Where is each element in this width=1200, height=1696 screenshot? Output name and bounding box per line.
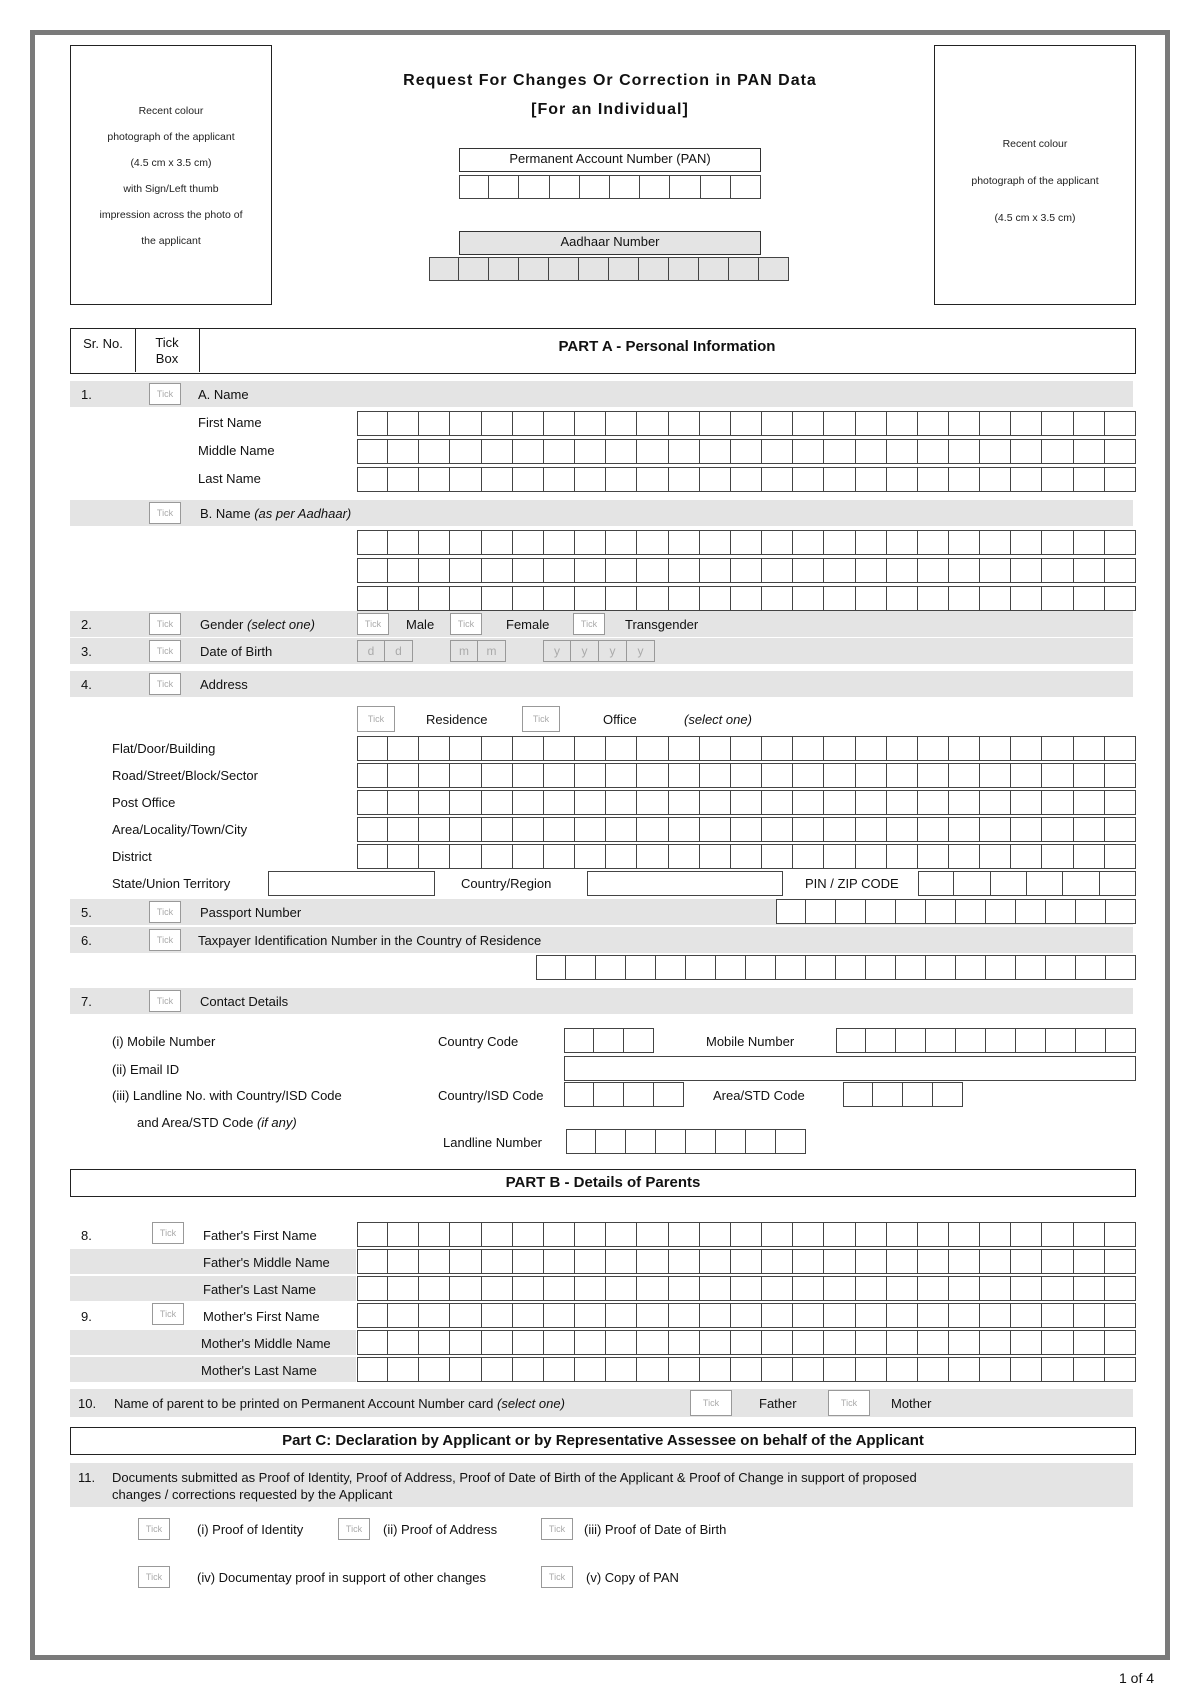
row-1b-label-italic: (as per Aadhaar)	[254, 506, 352, 521]
landline-area-std: and Area/STD Code	[137, 1115, 257, 1130]
last-name-label: Last Name	[198, 471, 261, 486]
first-name-label: First Name	[198, 415, 262, 430]
pin-label: PIN / ZIP CODE	[805, 876, 899, 891]
mother-first-label: Mother's First Name	[203, 1309, 320, 1324]
col-sr-header: Sr. No.	[71, 329, 136, 372]
state-label: State/Union Territory	[112, 876, 231, 891]
row-3-tick-box[interactable]: Tick	[149, 640, 181, 662]
row-2-label	[200, 617, 315, 632]
photo-left-line: with Sign/Left thumb	[123, 183, 219, 195]
photo-right-line: Recent colour	[1002, 138, 1068, 150]
father-middle-boxes[interactable]	[357, 1249, 1136, 1274]
row-5-tick-box[interactable]: Tick	[149, 901, 181, 923]
dob-day-boxes[interactable]	[357, 640, 413, 662]
first-name-boxes[interactable]	[357, 411, 1136, 436]
father-label: Father	[759, 1396, 797, 1411]
proof-identity-tick-box[interactable]: Tick	[138, 1518, 170, 1540]
aadhaar-label: Aadhaar Number	[459, 231, 761, 255]
dob-month-boxes[interactable]	[450, 640, 506, 662]
state-input[interactable]	[268, 871, 435, 896]
other-proof-label: (iv) Documentay proof in support of other changes	[197, 1570, 487, 1585]
father-last-boxes[interactable]	[357, 1276, 1136, 1301]
landline-label-2	[137, 1115, 297, 1130]
photo-left-line: Recent colour	[138, 105, 204, 117]
passport-label: Passport Number	[200, 905, 302, 920]
row-6-number: 6.	[81, 933, 92, 948]
father-middle-label: Father's Middle Name	[203, 1255, 330, 1270]
transgender-tick-box[interactable]: Tick	[573, 613, 605, 635]
part-c-header: Part C: Declaration by Applicant or by Representative Assessee on behalf of the Applicant	[70, 1427, 1136, 1455]
father-last-label: Father's Last Name	[203, 1282, 317, 1297]
post-office-label: Post Office	[112, 795, 176, 810]
landline-number-boxes[interactable]	[566, 1129, 806, 1154]
proof-dob-label: (iii) Proof of Date of Birth	[584, 1522, 727, 1537]
photo-left-line: impression across the photo of	[99, 209, 243, 221]
mother-last-label: Mother's Last Name	[201, 1363, 317, 1378]
landline-label: (iii) Landline No. with Country/ISD Code	[112, 1088, 342, 1103]
aadhaar-name-boxes-2[interactable]	[357, 558, 1136, 583]
row-9-tick-box[interactable]: Tick	[152, 1303, 184, 1325]
middle-name-label: Middle Name	[198, 443, 275, 458]
mother-middle-label: Mother's Middle Name	[201, 1336, 331, 1351]
row-7-tick-box[interactable]: Tick	[149, 990, 181, 1012]
gender-select-one: (select one)	[246, 617, 315, 632]
tin-label: Taxpayer Identification Number in the Country of Residence	[198, 933, 542, 948]
father-tick-box[interactable]: Tick	[690, 1390, 732, 1416]
row-1-number: 1.	[81, 387, 92, 402]
aadhaar-name-boxes-1[interactable]	[357, 530, 1136, 555]
dob-month-char: m	[478, 640, 506, 662]
pan-input-boxes[interactable]	[459, 175, 761, 199]
area-label: Area/Locality/Town/City	[112, 822, 248, 837]
photo-box-left	[70, 45, 272, 305]
dob-day-char: d	[357, 640, 385, 662]
road-label: Road/Street/Block/Sector	[112, 768, 258, 783]
row-3-number: 3.	[81, 644, 92, 659]
district-boxes[interactable]	[357, 844, 1136, 869]
passport-boxes[interactable]	[776, 899, 1136, 924]
row-8-number: 8.	[81, 1228, 92, 1243]
proof-address-label: (ii) Proof of Address	[383, 1522, 498, 1537]
middle-name-boxes[interactable]	[357, 439, 1136, 464]
row-7-number: 7.	[81, 994, 92, 1009]
landline-number-label: Landline Number	[443, 1135, 543, 1150]
form-title: Request For Changes Or Correction in PAN Data	[403, 72, 817, 89]
row-10-label	[114, 1396, 565, 1411]
address-select-one: (select one)	[684, 712, 752, 727]
male-label: Male	[406, 617, 435, 632]
female-label: Female	[506, 617, 550, 632]
isd-code-boxes[interactable]	[564, 1082, 684, 1107]
dob-year-char: y	[571, 640, 599, 662]
road-boxes[interactable]	[357, 763, 1136, 788]
mother-first-boxes[interactable]	[357, 1303, 1136, 1328]
col-tick-label-2: Box	[155, 351, 179, 366]
transgender-label: Transgender	[625, 617, 699, 632]
pan-label: Permanent Account Number (PAN)	[459, 148, 761, 172]
country-code-label: Country Code	[438, 1034, 519, 1049]
country-code-boxes[interactable]	[564, 1028, 654, 1053]
row-4-number: 4.	[81, 677, 92, 692]
row-1-label: A. Name	[198, 387, 249, 402]
last-name-boxes[interactable]	[357, 467, 1136, 492]
post-office-boxes[interactable]	[357, 790, 1136, 815]
tin-boxes[interactable]	[536, 955, 1136, 980]
email-input[interactable]	[564, 1056, 1136, 1081]
row-8-tick-box[interactable]: Tick	[152, 1222, 184, 1244]
std-code-boxes[interactable]	[843, 1082, 963, 1107]
country-input[interactable]	[587, 871, 783, 896]
flat-label: Flat/Door/Building	[112, 741, 216, 756]
gender-label: Gender	[200, 617, 247, 632]
row-2-tick-box[interactable]: Tick	[149, 613, 181, 635]
dob-year-char: y	[599, 640, 627, 662]
row-2-number: 2.	[81, 617, 92, 632]
form-subtitle: [For an Individual]	[531, 101, 689, 118]
row-4-tick-box[interactable]: Tick	[149, 673, 181, 695]
part-a-header	[70, 328, 1136, 374]
proof-address-tick-box[interactable]: Tick	[338, 1518, 370, 1540]
father-first-label: Father's First Name	[203, 1228, 317, 1243]
part-b-header: PART B - Details of Parents	[70, 1169, 1136, 1197]
row-5-number: 5.	[81, 905, 92, 920]
dob-label: Date of Birth	[200, 644, 273, 659]
photo-left-line: photograph of the applicant	[107, 131, 235, 143]
dob-year-boxes[interactable]	[543, 640, 655, 662]
row-10-number: 10.	[78, 1396, 97, 1411]
row-9-number: 9.	[81, 1309, 92, 1324]
aadhaar-name-boxes-3[interactable]	[357, 586, 1136, 611]
mobile-number-label: Mobile Number	[706, 1034, 795, 1049]
mobile-number-boxes[interactable]	[836, 1028, 1136, 1053]
mother-middle-boxes[interactable]	[357, 1330, 1136, 1355]
female-tick-box[interactable]: Tick	[450, 613, 482, 635]
contact-label: Contact Details	[200, 994, 289, 1009]
address-label: Address	[200, 677, 248, 692]
row-1-tick-box[interactable]: Tick	[149, 383, 181, 405]
photo-right-line: (4.5 cm x 3.5 cm)	[994, 212, 1076, 224]
photo-left-line: the applicant	[141, 235, 201, 247]
isd-code-label: Country/ISD Code	[438, 1088, 544, 1103]
pin-boxes[interactable]	[918, 871, 1136, 896]
male-tick-box[interactable]: Tick	[357, 613, 389, 635]
country-label: Country/Region	[461, 876, 552, 891]
email-label: (ii) Email ID	[112, 1062, 180, 1077]
mother-last-boxes[interactable]	[357, 1357, 1136, 1382]
residence-tick-box[interactable]: Tick	[357, 706, 395, 732]
col-tick-header	[135, 329, 200, 372]
aadhaar-input-boxes[interactable]	[429, 257, 789, 281]
row-6-tick-box[interactable]: Tick	[149, 929, 181, 951]
photo-box-right	[934, 45, 1136, 305]
photo-right-line: photograph of the applicant	[971, 175, 1099, 187]
dob-month-char: m	[450, 640, 478, 662]
dob-day-char: d	[385, 640, 413, 662]
district-label: District	[112, 849, 152, 864]
office-label: Office	[603, 712, 637, 727]
page-number: 1 of 4	[1119, 1670, 1155, 1686]
office-tick-box[interactable]: Tick	[522, 706, 560, 732]
mother-tick-box[interactable]: Tick	[828, 1390, 870, 1416]
other-proof-tick-box[interactable]: Tick	[138, 1566, 170, 1588]
area-boxes[interactable]	[357, 817, 1136, 842]
copy-pan-label: (v) Copy of PAN	[586, 1570, 679, 1585]
mother-label: Mother	[891, 1396, 932, 1411]
residence-label: Residence	[426, 712, 488, 727]
std-code-label: Area/STD Code	[713, 1088, 805, 1103]
mobile-label: (i) Mobile Number	[112, 1034, 216, 1049]
proof-dob-tick-box[interactable]: Tick	[541, 1518, 573, 1540]
proof-identity-label: (i) Proof of Identity	[197, 1522, 304, 1537]
row-1b-tick-box[interactable]: Tick	[149, 502, 181, 524]
photo-left-line: (4.5 cm x 3.5 cm)	[130, 157, 212, 169]
col-tick-label-1: Tick	[155, 335, 179, 350]
row-11-number: 11.	[78, 1470, 96, 1485]
copy-pan-tick-box[interactable]: Tick	[541, 1566, 573, 1588]
parent-name-label: Name of parent to be printed on Permanent Account Number card	[114, 1396, 497, 1411]
landline-if-any: (if any)	[256, 1115, 297, 1130]
row-1b-label-text: B. Name	[200, 506, 255, 521]
parent-select-one: (select one)	[497, 1396, 565, 1411]
dob-year-char: y	[627, 640, 655, 662]
row-11-line-1: Documents submitted as Proof of Identity, Proof of Address, Proof of Date of Birth of the Applicant & Proof of Change in support of proposed	[112, 1470, 917, 1485]
flat-boxes[interactable]	[357, 736, 1136, 761]
row-1b-label	[200, 506, 351, 521]
part-a-heading: PART A - Personal Information	[558, 338, 776, 355]
father-first-boxes[interactable]	[357, 1222, 1136, 1247]
dob-year-char: y	[543, 640, 571, 662]
row-11-line-2: changes / corrections requested by the Applicant	[112, 1487, 393, 1502]
